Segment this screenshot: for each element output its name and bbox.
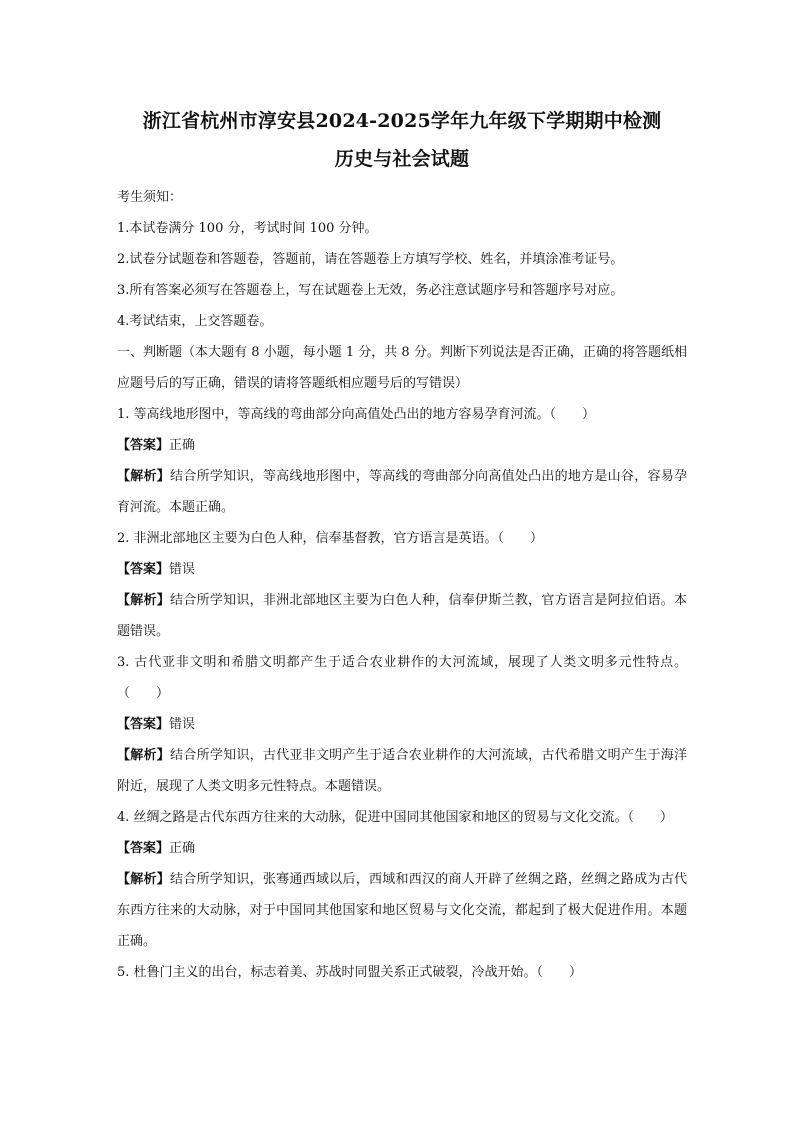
answer-tag: 【答案】 <box>117 717 170 732</box>
answer-row <box>117 833 687 864</box>
answer-tag: 【答案】 <box>117 841 170 856</box>
analysis-text: 结合所学知识，等高线地形图中，等高线的弯曲部分向高值处凸出的地方是山谷，容易孕育河流。本题正确。 <box>117 469 687 515</box>
analysis-tag: 【解析】 <box>117 748 171 763</box>
document-title: 浙江省杭州市淳安县2024-2025学年九年级下学期期中检测 <box>142 110 662 132</box>
answer-value: 正确 <box>169 841 196 856</box>
question-stem: 2. 非洲北部地区主要为白色人种，信奉基督教，官方语言是英语。（ ） <box>117 531 544 546</box>
document-subtitle: 历史与社会试题 <box>334 148 470 170</box>
answer-row <box>117 430 687 461</box>
analysis-row <box>117 461 687 523</box>
analysis-text: 结合所学知识，古代亚非文明产生于适合农业耕作的大河流域，古代希腊文明产生于海洋附近，展现了人类文明多元性特点。本题错误。 <box>117 748 687 794</box>
analysis-tag: 【解析】 <box>117 469 171 484</box>
analysis-row <box>117 864 687 957</box>
analysis-row <box>117 585 687 647</box>
answer-row <box>117 709 687 740</box>
notice-item: 1.本试卷满分 100 分，考试时间 100 分钟。 <box>117 221 378 236</box>
notice-item: 3.所有答案必须写在答题卷上，写在试题卷上无效，务必注意试题序号和答题序号对应。 <box>117 283 624 298</box>
answer-row <box>117 554 687 585</box>
question-stem: 1. 等高线地形图中，等高线的弯曲部分向高值处凸出的地方容易孕育河流。（ ） <box>117 407 596 422</box>
answer-value: 错误 <box>169 717 196 732</box>
section-title: 一、判断题（本大题有 8 小题，每小题 1 分，共 8 分。判断下列说法是否正确，正确的将答题纸相应题号后的写正确，错误的请将答题纸相应题号后的写错误） <box>117 345 687 391</box>
question-stem: 4. 丝绸之路是古代东西方往来的大动脉，促进中国同其他国家和地区的贸易与文化交流。（ ） <box>117 810 674 825</box>
answer-value: 错误 <box>169 562 196 577</box>
analysis-text: 结合所学知识，张骞通西域以后，西域和西汉的商人开辟了丝绸之路，丝绸之路成为古代东西方往来的大动脉，对于中国同其他国家和地区贸易与文化交流，都起到了极大促进作用。本题正确。 <box>117 872 687 949</box>
answer-tag: 【答案】 <box>117 438 170 453</box>
notice-item: 4.考试结束，上交答题卷。 <box>117 314 273 329</box>
analysis-tag: 【解析】 <box>117 593 171 608</box>
notice-heading: 考生须知： <box>117 190 183 205</box>
analysis-tag: 【解析】 <box>117 872 171 887</box>
analysis-row <box>117 740 687 802</box>
question-stem: 5. 杜鲁门主义的出台，标志着美、苏战时同盟关系正式破裂，冷战开始。（ ） <box>117 965 583 980</box>
answer-tag: 【答案】 <box>117 562 170 577</box>
question-stem: 3. 古代亚非文明和希腊文明都产生于适合农业耕作的大河流域，展现了人类文明多元性特点。（ ） <box>117 655 687 701</box>
answer-value: 正确 <box>169 438 196 453</box>
notice-item: 2.试卷分试题卷和答题卷，答题前，请在答题卷上方填写学校、姓名，并填涂准考证号。 <box>117 252 624 267</box>
analysis-text: 结合所学知识，非洲北部地区主要为白色人种，信奉伊斯兰教，官方语言是阿拉伯语。本题错误。 <box>117 593 687 639</box>
exam-document <box>117 102 687 988</box>
